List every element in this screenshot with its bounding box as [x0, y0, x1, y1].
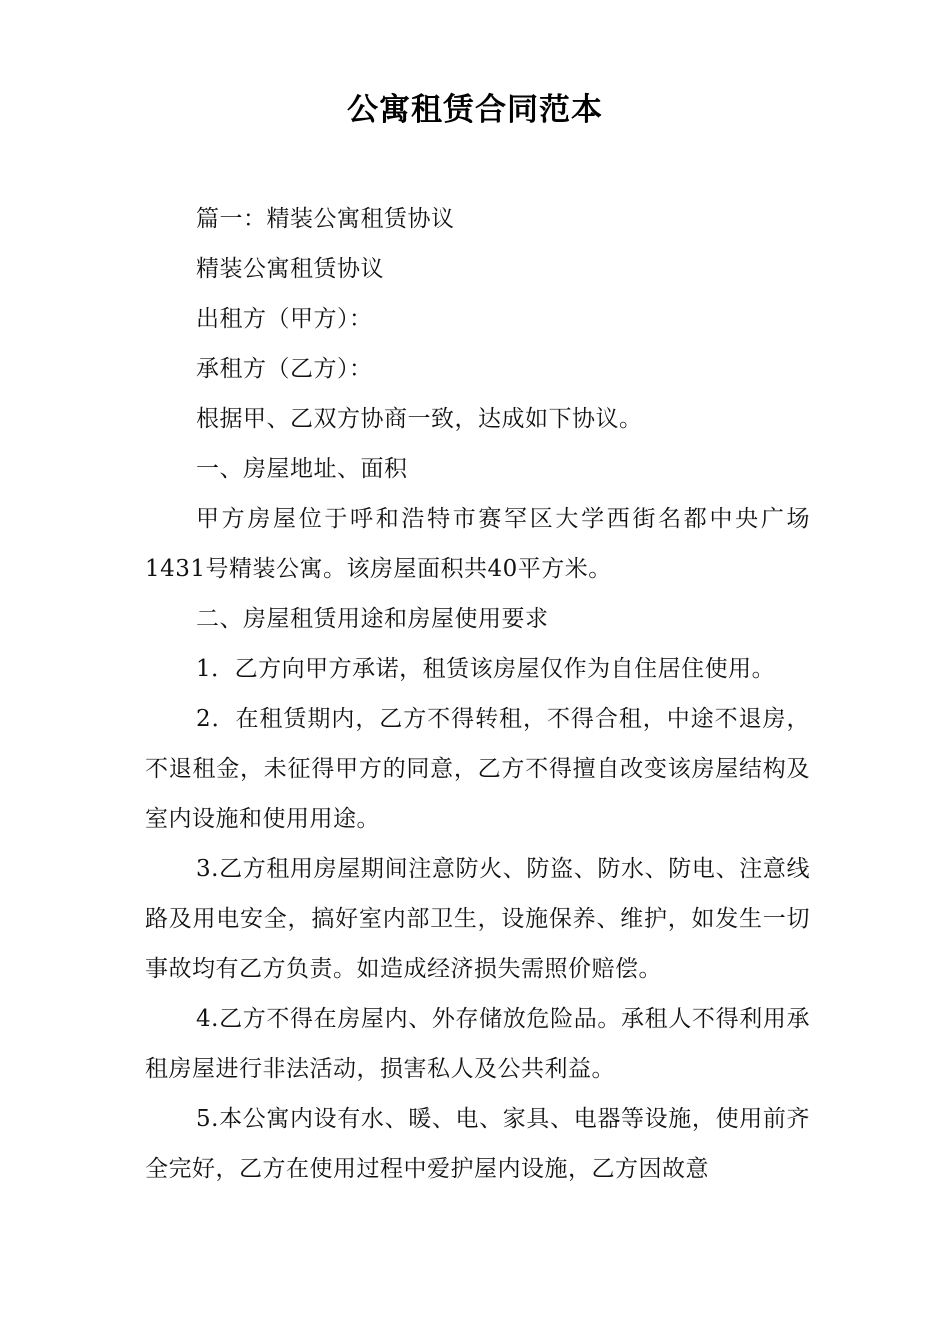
clause-1: 1．乙方向甲方承诺，租赁该房屋仅作为自住居住使用。: [196, 656, 776, 682]
clause-4: 4.乙方不得在房屋内、外存储放危险品。承租人不得利用承租房屋进行非法活动，损害私人及公共利益。: [145, 1006, 810, 1082]
clause-2: 2．在租赁期内，乙方不得转租，不得合租，中途不退房，不退租金，未征得甲方的同意，乙方不得擅自改变该房屋结构及室内设施和使用用途。: [145, 706, 810, 832]
lessor-line: 出租方（甲方）：: [196, 306, 373, 332]
section-heading-usage: 二、房屋租赁用途和房屋使用要求: [196, 606, 549, 632]
section-heading-address-area: 一、房屋地址、面积: [196, 456, 408, 482]
agreement-title: 精装公寓租赁协议: [196, 256, 384, 282]
address-paragraph: 甲方房屋位于呼和浩特市赛罕区大学西街名都中央广场1431号精装公寓。该房屋面积共40平方米。: [145, 506, 810, 582]
section-heading-part-one: 篇一：精装公寓租赁协议: [196, 206, 455, 232]
agreement-intro: 根据甲、乙双方协商一致，达成如下协议。: [196, 406, 643, 432]
clause-5: 5.本公寓内设有水、暖、电、家具、电器等设施，使用前齐全完好，乙方在使用过程中爱护屋内设施，乙方因故意: [145, 1106, 810, 1182]
document-body: [145, 194, 810, 1194]
document-title: 公寓租赁合同范本: [347, 92, 603, 128]
clause-3: 3.乙方租用房屋期间注意防火、防盗、防水、防电、注意线路及用电安全，搞好室内部卫生，设施保养、维护，如发生一切事故均有乙方负责。如造成经济损失需照价赔偿。: [145, 856, 810, 982]
lessee-line: 承租方（乙方）：: [196, 356, 373, 382]
